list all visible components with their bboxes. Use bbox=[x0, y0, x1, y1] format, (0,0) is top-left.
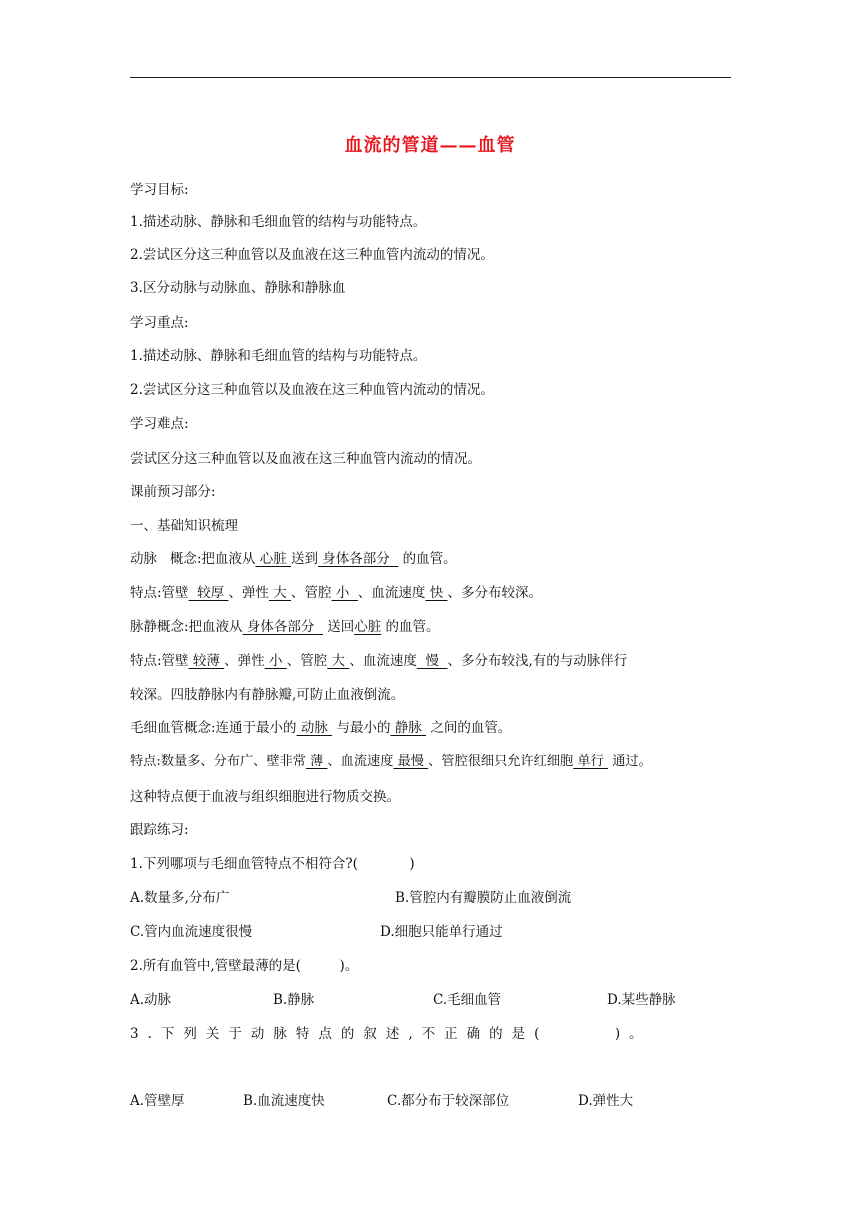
keypoint-item-2: 2.尝试区分这三种血管以及血液在这三种血管内流动的情况。 bbox=[130, 382, 494, 398]
capillary-blank-artery: 动脉 bbox=[296, 720, 333, 736]
capillary-features-label: 特点:数量多、分布广、壁非常 bbox=[130, 754, 306, 769]
difficulty-text: 尝试区分这三种血管以及血液在这三种血管内流动的情况。 bbox=[130, 451, 481, 467]
q1-option-a: A.数量多,分布广 bbox=[130, 890, 230, 906]
goal-item-2: 2.尝试区分这三种血管以及血液在这三种血管内流动的情况。 bbox=[130, 247, 494, 263]
text-segment: 、多分布较浅,有的与动脉伴行 bbox=[447, 653, 628, 669]
text-segment: 送回 bbox=[322, 619, 355, 635]
q2-option-b: B.静脉 bbox=[273, 992, 315, 1008]
practice-heading: 跟踪练习: bbox=[130, 822, 189, 838]
text-segment: 、血流速度 bbox=[327, 754, 394, 769]
artery-concept bbox=[130, 549, 457, 569]
capillary-blank-vein: 静脉 bbox=[390, 720, 427, 736]
capillary-blank-speed: 最慢 bbox=[393, 754, 429, 769]
q1-option-c: C.管内血流速度很慢 bbox=[130, 924, 253, 940]
capillary-blank-wall: 薄 bbox=[305, 754, 328, 769]
artery-concept-label: 动脉 概念:把血液从 bbox=[130, 551, 256, 567]
artery-blank-from: 心脏 bbox=[255, 551, 292, 567]
goals-heading: 学习目标: bbox=[130, 182, 189, 198]
text-segment: 、管腔 bbox=[291, 585, 332, 601]
question-3: 3.下列关于动脉特点的叙述,不正确的是( )。 bbox=[130, 1026, 652, 1042]
vein-features bbox=[130, 651, 627, 671]
keypoint-item-1: 1.描述动脉、静脉和毛细血管的结构与功能特点。 bbox=[130, 348, 427, 364]
vein-concept-label: 脉静概念:把血液从 bbox=[130, 619, 243, 635]
artery-concept-end: 的血管。 bbox=[398, 551, 457, 567]
q3-option-b: B.血流速度快 bbox=[243, 1093, 325, 1109]
vein-features-cont: 较深。四肢静脉内有静脉瓣,可防止血液倒流。 bbox=[130, 687, 405, 703]
text-segment: 、多分布较深。 bbox=[447, 585, 542, 601]
capillary-concept bbox=[130, 718, 511, 738]
artery-blank-lumen: 小 bbox=[331, 585, 358, 601]
section-heading: 一、基础知识梳理 bbox=[130, 518, 238, 534]
artery-features bbox=[130, 583, 542, 603]
question-2: 2.所有血管中,管壁最薄的是( )。 bbox=[130, 958, 359, 974]
vein-features-label: 特点:管壁 bbox=[130, 653, 189, 669]
page-title: 血流的管道——血管 bbox=[344, 135, 516, 156]
goal-item-1: 1.描述动脉、静脉和毛细血管的结构与功能特点。 bbox=[130, 214, 427, 230]
vein-blank-lumen: 大 bbox=[327, 653, 350, 669]
q3-option-a: A.管壁厚 bbox=[130, 1093, 185, 1109]
q2-option-a: A.动脉 bbox=[130, 992, 172, 1008]
header-rule bbox=[130, 77, 731, 78]
artery-features-label: 特点:管壁 bbox=[130, 585, 189, 601]
vein-blank-wall: 较薄 bbox=[188, 653, 225, 669]
capillary-blank-pass: 单行 bbox=[573, 754, 608, 769]
vein-blank-speed: 慢 bbox=[416, 653, 448, 669]
capillary-features bbox=[130, 752, 652, 772]
vein-blank-to: 心脏 bbox=[354, 619, 382, 635]
text-segment: 之间的血管。 bbox=[426, 720, 512, 736]
keypoints-heading: 学习重点: bbox=[130, 315, 189, 331]
q1-option-b: B.管腔内有瓣膜防止血液倒流 bbox=[395, 890, 572, 906]
text-segment: 的血管。 bbox=[381, 619, 440, 635]
artery-concept-mid: 送到 bbox=[291, 551, 319, 567]
text-segment: 与最小的 bbox=[332, 720, 391, 736]
text-segment: 通过。 bbox=[608, 754, 652, 769]
text-segment: 、弹性 bbox=[228, 585, 269, 601]
difficulty-heading: 学习难点: bbox=[130, 416, 189, 432]
q2-option-c: C.毛细血管 bbox=[433, 992, 502, 1008]
question-1: 1.下列哪项与毛细血管特点不相符合?( ) bbox=[130, 856, 415, 872]
artery-blank-speed: 快 bbox=[425, 585, 448, 601]
text-segment: 、管腔 bbox=[286, 653, 328, 669]
text-segment: 、血流速度 bbox=[357, 585, 426, 601]
vein-blank-elasticity: 小 bbox=[264, 653, 287, 669]
text-segment: 、管腔很细只允许红细胞 bbox=[428, 754, 574, 769]
text-segment: 、血流速度 bbox=[349, 653, 417, 669]
vein-blank-from: 身体各部分 bbox=[242, 619, 323, 635]
artery-blank-wall: 较厚 bbox=[188, 585, 229, 601]
preview-heading: 课前预习部分: bbox=[130, 484, 216, 500]
vein-concept bbox=[130, 617, 440, 637]
q1-option-d: D.细胞只能单行通过 bbox=[380, 924, 503, 940]
capillary-features-cont: 这种特点便于血液与组织细胞进行物质交换。 bbox=[130, 789, 400, 805]
goal-item-3: 3.区分动脉与动脉血、静脉和静脉血 bbox=[130, 280, 346, 296]
text-segment: 、弹性 bbox=[224, 653, 265, 669]
artery-blank-to: 身体各部分 bbox=[318, 551, 399, 567]
q2-option-d: D.某些静脉 bbox=[607, 992, 676, 1008]
q3-option-d: D.弹性大 bbox=[578, 1093, 634, 1109]
artery-blank-elasticity: 大 bbox=[268, 585, 292, 601]
capillary-concept-label: 毛细血管概念:连通于最小的 bbox=[130, 720, 297, 736]
q3-option-c: C.都分布于较深部位 bbox=[387, 1093, 510, 1109]
